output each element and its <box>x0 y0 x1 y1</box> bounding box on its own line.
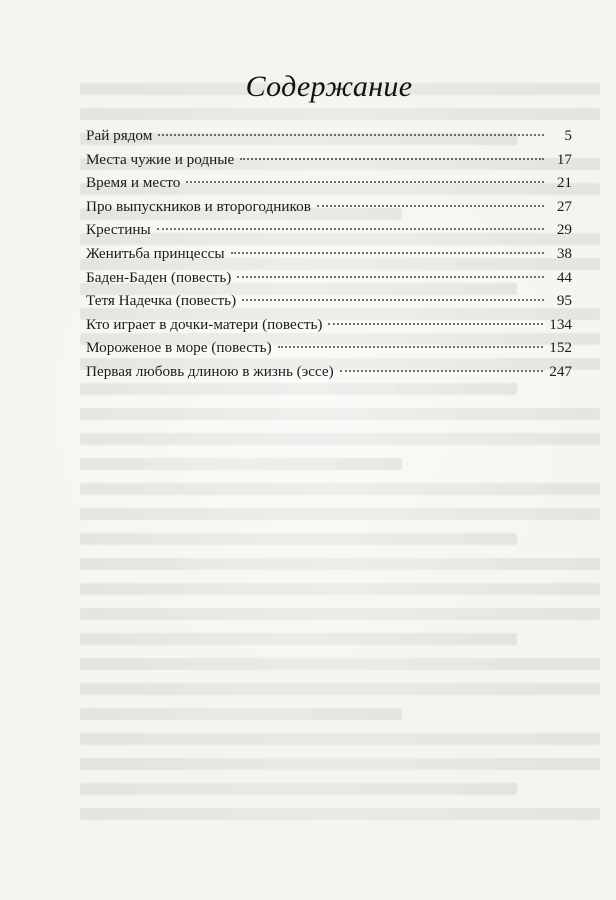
toc-entry <box>86 218 572 242</box>
dot-leader <box>328 323 543 325</box>
dot-leader <box>242 299 544 301</box>
toc-entry-page: 134 <box>549 315 572 333</box>
toc-entry-page: 5 <box>564 127 572 144</box>
toc-entry-title: Тетя Надечка (повесть) <box>86 292 237 310</box>
toc-entry <box>86 195 572 219</box>
dot-leader <box>186 181 544 183</box>
toc-entry <box>86 148 572 172</box>
toc-entry <box>86 171 572 195</box>
toc-entry-title: Первая любовь длиною в жизнь (эссе) <box>86 362 334 380</box>
toc-entry-page: 17 <box>556 150 572 168</box>
toc-entry-title: Места чужие и родные <box>86 150 235 168</box>
toc-entry-title: Кто играет в дочки-матери (повесть) <box>86 315 323 333</box>
toc-entry-page: 21 <box>556 174 572 192</box>
toc-entry-title: Баден-Баден (повесть) <box>86 268 232 286</box>
toc-entries <box>86 124 572 384</box>
toc-entry <box>86 313 572 337</box>
dot-leader <box>237 276 544 278</box>
toc-entry-title: Про выпускников и второгодников <box>86 197 311 215</box>
dot-leader <box>240 158 544 160</box>
toc-title: Содержание <box>245 70 413 103</box>
table-of-contents <box>86 70 572 384</box>
toc-entry <box>86 336 572 360</box>
toc-entry-title: Крестины <box>86 221 151 239</box>
dot-leader <box>157 228 544 230</box>
toc-entry-title: Мороженое в море (повесть) <box>86 339 272 357</box>
toc-entry <box>86 242 572 266</box>
toc-entry-page: 247 <box>549 362 572 380</box>
toc-entry-title: Время и место <box>86 174 181 192</box>
toc-entry-page: 29 <box>556 221 572 239</box>
dot-leader <box>278 346 544 348</box>
dot-leader <box>340 370 544 372</box>
toc-entry-page: 44 <box>556 268 572 286</box>
toc-entry <box>86 266 572 290</box>
dot-leader <box>231 252 544 254</box>
dot-leader <box>317 205 544 207</box>
toc-entry-title: Женитьба принцессы <box>86 244 225 262</box>
toc-entry-page: 95 <box>556 292 572 310</box>
dot-leader <box>158 134 544 136</box>
toc-entry-page: 152 <box>549 339 572 357</box>
toc-entry <box>86 124 572 148</box>
toc-entry <box>86 289 572 313</box>
toc-entry <box>86 360 572 384</box>
toc-entry-page: 27 <box>556 197 572 215</box>
toc-entry-title: Рай рядом <box>86 127 153 144</box>
toc-entry-page: 38 <box>556 244 572 262</box>
